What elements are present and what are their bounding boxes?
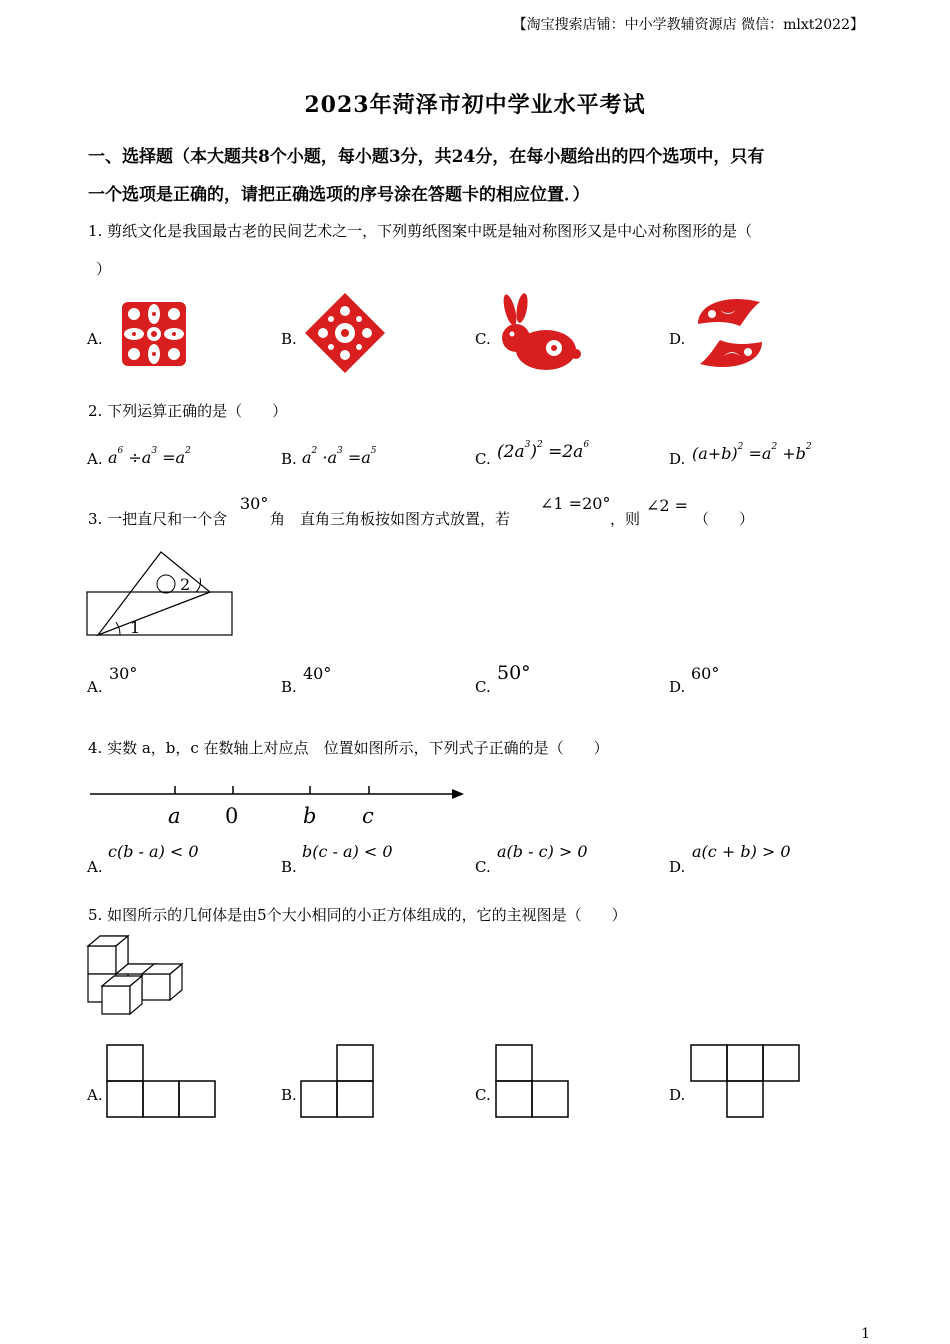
q4-option-a-expression: c(b - a) < 0 <box>108 842 199 861</box>
q5-option-d-label: D. <box>669 1086 686 1104</box>
expr-part: +b <box>777 444 806 463</box>
fig-label-1: 1 <box>130 618 141 637</box>
question-5-stem: 5. 如图所示的几何体是由5个大小相同的小正方体组成的，它的主视图是（ ） <box>88 906 627 924</box>
ruler-triangle-figure <box>86 550 236 640</box>
q1-option-a-label: A. <box>87 330 103 348</box>
expr-part: =a <box>743 444 772 463</box>
question-2-stem: 2. 下列运算正确的是（ ） <box>88 402 288 420</box>
q4-option-c-expression: a(b - c) > 0 <box>497 842 588 861</box>
expr-exp: 2 <box>771 442 778 452</box>
q4-option-b-label: B. <box>281 858 297 876</box>
q3-option-c-label: C. <box>475 678 491 696</box>
section-line-1: 一、选择题（本大题共8个小题，每小题3分，共24分，在每小题给出的四个选项中，只有 <box>88 147 765 167</box>
expr-part: a <box>108 448 118 467</box>
q4-option-c-label: C. <box>475 858 491 876</box>
page-number: 1 <box>861 1326 870 1342</box>
q2-option-b-label: B. <box>281 450 297 468</box>
expr-part: ·a <box>317 448 337 467</box>
papercut-diamond-snowflake-icon <box>303 291 387 375</box>
q2-option-a-expression <box>108 448 191 467</box>
q3-option-a-value: 30° <box>109 664 138 683</box>
q2-option-c-expression <box>497 442 589 462</box>
number-line-figure <box>88 776 468 832</box>
q1-option-c-label: C. <box>475 330 491 348</box>
question-3-angle: 30° <box>240 494 269 513</box>
axis-label-b: b <box>303 804 317 828</box>
expr-part: =2a <box>542 442 584 462</box>
expr-exp: 2 <box>311 446 318 456</box>
q2-option-d-label: D. <box>669 450 686 468</box>
expr-part: (2a <box>497 442 525 462</box>
question-3-stem-part-4: （ ） <box>694 510 755 528</box>
q5-option-c-label: C. <box>475 1086 491 1104</box>
q5-option-a-label: A. <box>87 1086 103 1104</box>
q3-option-a-label: A. <box>87 678 103 696</box>
q4-option-b-expression: b(c - a) < 0 <box>302 842 393 861</box>
expr-exp: 2 <box>536 440 543 450</box>
question-3-stem-part-2: 角 直角三角板按如图方式放置，若 <box>270 510 511 528</box>
q5-option-d-view <box>690 1044 800 1118</box>
fig-label-2: 2 <box>180 575 191 594</box>
expr-exp: 6 <box>117 446 124 456</box>
expr-exp: 3 <box>337 446 343 456</box>
q3-option-d-label: D. <box>669 678 686 696</box>
expr-exp: 3 <box>151 446 158 456</box>
expr-part: (a+b) <box>692 444 738 463</box>
expr-part: ) <box>530 442 537 462</box>
q3-option-b-value: 40° <box>303 664 332 683</box>
expr-part: =a <box>157 448 186 467</box>
papercut-double-fish-icon <box>690 292 770 374</box>
expr-part: =a <box>342 448 371 467</box>
expr-exp: 2 <box>185 446 191 456</box>
question-3-stem-part-1: 3. 一把直尺和一个含 <box>88 510 228 528</box>
q5-option-b-view <box>300 1044 374 1118</box>
q3-option-d-value: 60° <box>691 664 720 683</box>
question-4-stem: 4. 实数 a，b，c 在数轴上对应点 位置如图所示，下列式子正确的是（ ） <box>88 739 609 757</box>
axis-label-a: a <box>168 804 181 828</box>
axis-label-c: c <box>362 804 374 828</box>
question-1-line-1: 1. 剪纸文化是我国最古老的民间艺术之一，下列剪纸图案中既是轴对称图形又是中心对称图形的是（ <box>88 222 753 240</box>
triangle-shape <box>98 552 210 635</box>
q2-option-b-expression <box>302 448 377 467</box>
ruler-shape <box>87 592 232 635</box>
q4-option-a-label: A. <box>87 858 103 876</box>
expr-exp: 6 <box>583 440 590 450</box>
q4-option-d-label: D. <box>669 858 686 876</box>
q4-option-d-expression: a(c + b) > 0 <box>692 842 791 861</box>
expr-exp: 5 <box>370 446 377 456</box>
q2-option-d-expression <box>692 444 812 463</box>
expr-exp: 3 <box>524 440 531 450</box>
expr-part: ÷a <box>123 448 152 467</box>
arrow-right-icon <box>452 789 464 799</box>
exam-title: 2023年菏泽市初中学业水平考试 <box>304 92 646 118</box>
question-3-stem-part-3: ，则 <box>610 510 641 528</box>
question-1-line-2: ） <box>96 260 112 278</box>
question-3-ask: ∠2 = <box>646 496 689 515</box>
expr-exp: 2 <box>737 442 744 452</box>
q3-option-c-value: 50° <box>497 662 531 684</box>
q2-option-c-label: C. <box>475 450 491 468</box>
q1-option-b-label: B. <box>281 330 297 348</box>
papercut-square-flower-icon <box>116 296 192 372</box>
expr-exp: 2 <box>805 442 812 452</box>
q2-option-a-label: A. <box>87 450 103 468</box>
papercut-rabbit-icon <box>496 294 582 376</box>
angle-2-arc <box>196 578 201 592</box>
q3-option-b-label: B. <box>281 678 297 696</box>
q5-option-a-view <box>106 1044 216 1118</box>
q5-option-b-label: B. <box>281 1086 297 1104</box>
cube-solid-figure <box>86 934 186 1016</box>
q5-option-c-view <box>495 1044 569 1118</box>
axis-label-0: 0 <box>225 804 239 828</box>
question-3-condition: ∠1 =20° <box>540 494 611 513</box>
angle-2-circle <box>157 575 175 593</box>
q1-option-d-label: D. <box>669 330 686 348</box>
expr-part: a <box>302 448 312 467</box>
page-header: 【淘宝搜索店铺：中小学教辅资源店 微信：mlxt2022】 <box>512 17 864 33</box>
section-line-2: 一个选项是正确的，请把正确选项的序号涂在答题卡的相应位置．） <box>88 185 590 205</box>
section-instructions <box>88 138 868 214</box>
